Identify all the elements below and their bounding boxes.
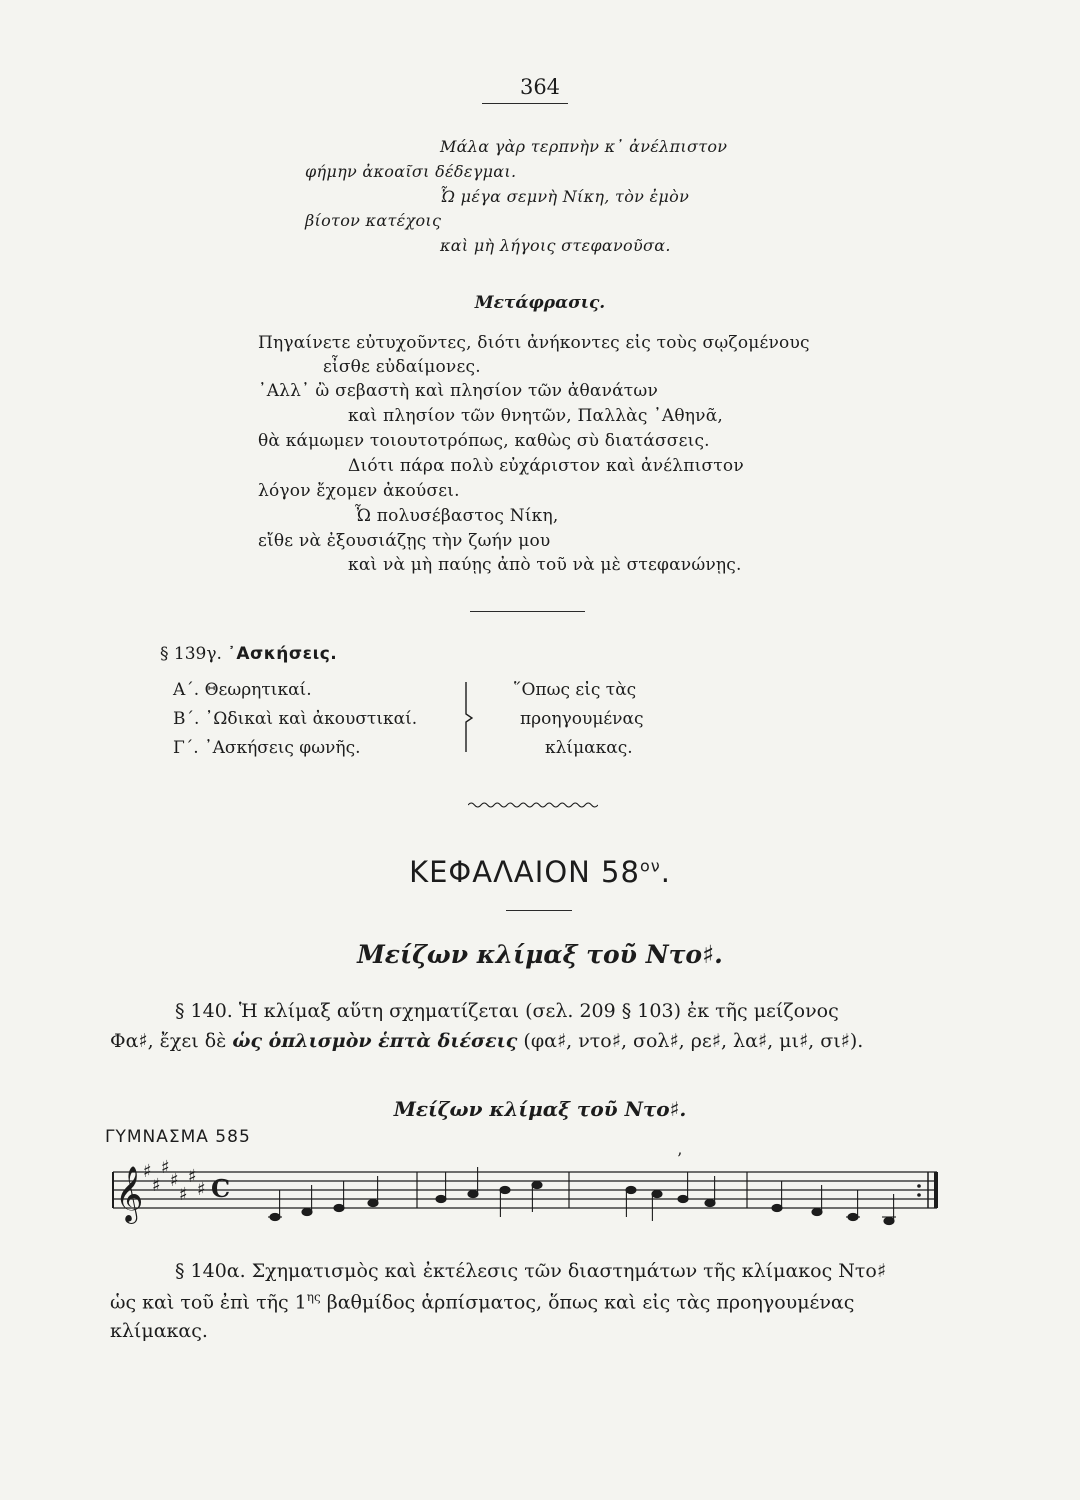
svg-text:’: ’ <box>677 1150 683 1168</box>
poem-line: βίοτον κατέχοις <box>305 211 442 230</box>
exercise-note-line: κλίμακας. <box>545 738 633 758</box>
svg-text:♯: ♯ <box>188 1166 197 1187</box>
scale-title: Μείζων κλίμαξ τοῦ Ντο♯. <box>393 1097 687 1121</box>
exercises-section-number: § 139γ. <box>160 644 222 664</box>
section-140a-line: κλίμακας. <box>110 1320 208 1342</box>
section-140a-text: ὡς καὶ τοῦ ἐπὶ τῆς 1 <box>110 1291 307 1314</box>
chapter-divider <box>506 910 572 911</box>
section-140a-line: § 140α. Σχηματισμὸς καὶ ἐκτέλεσις τῶν διαστημάτων τῆς κλίμακος Ντο♯ <box>175 1260 887 1282</box>
exercise-item: Α΄. Θεωρητικαί. <box>173 680 312 700</box>
svg-text:♯: ♯ <box>170 1170 179 1191</box>
translation-line: καὶ πλησίον τῶν θνητῶν, Παλλὰς ᾿Αθηνᾶ, <box>348 406 723 426</box>
translation-line: καὶ νὰ μὴ παύῃς ἀπὸ τοῦ νὰ μὲ στεφανώνῃς. <box>348 555 742 575</box>
poem-line: καὶ μὴ λήγοις στεφανοῦσα. <box>440 236 671 255</box>
translation-line: λόγον ἔχομεν ἀκούσει. <box>258 481 460 501</box>
section-140-line <box>110 1030 863 1052</box>
section-140a-line <box>110 1290 854 1313</box>
section-140a-text: βαθμίδος ἁρπίσματος, ὅπως καὶ εἰς τὰς προηγουμένας <box>320 1291 855 1314</box>
page-number-rule <box>482 103 568 104</box>
section-140-emphasis: ὡς ὁπλισμὸν ἑπτὰ διέσεις <box>232 1030 518 1052</box>
exercise-item: Γ΄. ᾿Ασκήσεις φωνῆς. <box>173 738 361 758</box>
poem-line: φήμην ἀκοαῖσι δέδεγμαι. <box>305 162 517 181</box>
svg-text:♯: ♯ <box>152 1175 161 1196</box>
exercise-note-line: προηγουμένας <box>520 709 644 729</box>
metaphrasis-heading: Μετάφρασις. <box>474 293 606 313</box>
translation-line: εἴθε νὰ ἐξουσιάζῃς τὴν ζωήν μου <box>258 531 551 551</box>
brace-icon <box>465 682 473 752</box>
translation-line: θὰ κάμωμεν τοιουτοτρόπως, καθὼς σὺ διατάσσεις. <box>258 431 710 451</box>
exercises-heading <box>160 644 337 664</box>
exercises-title: ᾿Ασκήσεις. <box>227 644 338 664</box>
translation-line: ᾿Αλλ᾿ ὢ σεβαστὴ καὶ πλησίον τῶν ἀθανάτων <box>258 381 658 401</box>
chapter-title: ΚΕΦΑΛΑΙΟΝ 58 <box>409 855 640 889</box>
svg-text:♯: ♯ <box>179 1184 188 1205</box>
svg-text:♯: ♯ <box>143 1161 152 1182</box>
translation-line: Διότι πάρα πολὺ εὐχάριστον καὶ ἀνέλπιστον <box>348 456 744 476</box>
exercise-item: Β΄. ᾿Ωδικαὶ καὶ ἀκουστικαί. <box>173 709 418 729</box>
section-140-text: Φα♯, ἔχει δὲ <box>110 1030 233 1052</box>
music-staff <box>105 1150 945 1240</box>
exercise-note-line: ῞Οπως εἰς τὰς <box>513 680 637 700</box>
section-140a-sup: ης <box>306 1290 321 1304</box>
chapter-subtitle: Μείζων κλίμαξ τοῦ Ντο♯. <box>357 940 723 969</box>
page-number: 364 <box>519 75 561 99</box>
poem-line: Ὦ μέγα σεμνὴ Νίκη, τὸν ἐμὸν <box>440 187 690 206</box>
exercise-label: ΓΥΜΝΑΣΜΑ 585 <box>105 1127 251 1147</box>
chapter-heading <box>0 855 1080 889</box>
section-divider <box>470 611 585 612</box>
svg-text:𝄞: 𝄞 <box>115 1166 144 1222</box>
wavy-divider <box>468 801 598 809</box>
translation-line: Ὦ πολυσέβαστος Νίκη, <box>355 506 559 526</box>
chapter-end: . <box>660 855 671 889</box>
svg-text:♯: ♯ <box>161 1157 170 1178</box>
svg-text:C: C <box>211 1174 231 1203</box>
section-140-text: (φα♯, ντο♯, σολ♯, ρε♯, λα♯, μι♯, σι♯). <box>517 1030 864 1052</box>
svg-text:♯: ♯ <box>197 1179 206 1200</box>
translation-line: εἶσθε εὐδαίμονες. <box>323 357 481 377</box>
poem-line: Μάλα γὰρ τερπνὴν κ᾿ ἀνέλπιστον <box>440 137 728 156</box>
translation-line: Πηγαίνετε εὐτυχοῦντες, διότι ἀνήκοντες εἰς τοὺς σῳζομένους <box>258 333 810 353</box>
chapter-suffix: ον <box>639 856 661 876</box>
section-140-line: § 140. Ἡ κλίμαξ αὕτη σχηματίζεται (σελ. 209 § 103) ἐκ τῆς μείζονος <box>175 1000 839 1022</box>
